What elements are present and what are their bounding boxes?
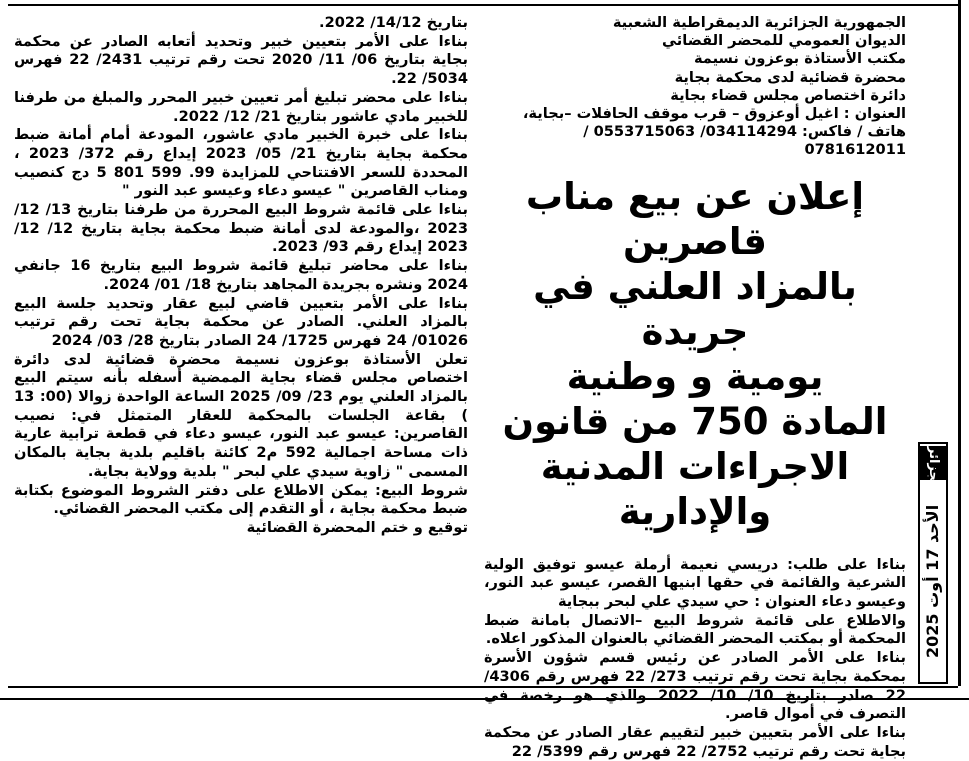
header-line: مكتب الأستاذة بوعزون نسيمة — [693, 50, 906, 68]
announcement-title — [484, 174, 906, 534]
right-paragraph: والاطلاع على قائمة شروط البيع –الاتصال بامانة ضبط المحكمة أو بمكتب المحضر القضائي بالعنوان المذكور اعلاه. — [484, 611, 906, 648]
right-paragraph: بناءا على الأمر بتعيين خبير لتقييم عقار الصادر عن محكمة بجاية تحت رقم ترتيب 2752/ 22 فهرس رقم 5399/ 22 — [484, 723, 906, 760]
header-line: الديوان العمومي للمحضر القضائي — [662, 32, 906, 50]
right-column — [484, 14, 906, 761]
header-line: العنوان : اغيل أوعزوق – قرب موقف الحافلات –بجاية، — [522, 105, 906, 123]
left-paragraph: شروط البيع: يمكن الاطلاع على دفتر الشروط الموضوع بكتابة ضبط محكمة بجاية ، أو التقدم إلى مكتب المحضر القضائي. — [14, 481, 468, 518]
office-header — [484, 14, 906, 160]
right-paragraph: بناءا على طلب: دريسي نعيمة أرملة عيسو توفيق الولية الشرعية والقائمة في حقها ابنيها القصر، عيسو عبد النور، وعيسو دعاء العنوان : حي سيدي علي لبحر ببجاية — [484, 555, 906, 611]
left-column — [14, 14, 468, 538]
issue-date: الأحد 17 أوت 2025 — [923, 504, 942, 658]
right-paragraph: بناءا على الأمر الصادر عن رئيس قسم شؤون الأسرة بمحكمة بجاية تحت رقم ترتيب 273/ 22 فهرس رقم 4306/ 22 صادر بتاريخ 10/ 10/ 2022 والذي هو رخصة في التصرف في أموال قاصر. — [484, 649, 906, 723]
left-paragraph: بناءا على قائمة شروط البيع المحررة من طرفنا بتاريخ 13/ 12/ 2023 ،والمودعة لدى أمانة ضبط محكمة بجاية بتاريخ 12/ 12/ 2023 إيداع رقم 93/ 2023. — [14, 201, 468, 256]
title-line: الاجراءات المدنية والإدارية — [540, 444, 850, 533]
left-paragraph: بتاريخ 14/12/ 2022. — [319, 14, 468, 31]
left-paragraph: بناءا على الأمر بتعيين قاضي لبيع عقار وتحديد جلسة البيع بالمزاد العلني. الصادر عن محكمة بجاية تحت رقم ترتيب 01026/ 24 فهرس 1725/ 24 الصادر بتاريخ 28/ 03/ 2024 — [14, 294, 468, 349]
header-line: الجمهورية الجزائرية الديمقراطية الشعبية — [612, 14, 906, 31]
left-paragraph: بناءا على محاضر تبليغ قائمة شروط البيع بتاريخ 16 جانفي 2024 ونشره بجريدة المجاهد بتاريخ 18/ 01/ 2024. — [14, 257, 469, 293]
left-paragraph: بناءا على الأمر بتعيين خبير وتحديد أتعابه الصادر عن محكمة بجاية بتاريخ 06/ 11/ 2020 تحت رقم ترتيب 2431/ 22 فهرس 5034/ 22. — [14, 32, 468, 88]
newspaper-sidebar — [918, 442, 948, 684]
left-paragraph: تعلن الأستاذة بوعزون نسيمة محضرة قضائية لدى دائرة اختصاص مجلس قضاء بجاية الممضية أسفله بأنه سيتم البيع بالمزاد العلني يوم 23/ 09/ 2025 الساعة الواحدة زوالا (00: 13 ) بقاعة الجلسات بالمحكمة للعقار المتمثل في: نصيب القاصرين: عيسو عبد النور، عيسو دعاء في قطعة ترابية عارية ذات مساحة اجمالية 592 م2 كائنة باقليم بلدية بجاية بالمكان المسمى " زاوية سيدي علي لبحر " بلدية وولاية بجاية. — [14, 350, 468, 480]
left-paragraph: بناءا على خبرة الخبير مادي عاشور، المودعة أمام أمانة ضبط محكمة بجاية بتاريخ 21/ 05/ 2023 إيداع رقم 372/ 2023 ، المحددة للسعر الافتتاحي للمزايدة 99. 599 801 5 دج كنصيب ومناب القاصرين " عيسو دعاء وعيسو عبد النور " — [14, 126, 468, 200]
header-line: محضرة قضائية لدى محكمة بجاية — [674, 68, 906, 86]
right-vertical-rule — [958, 0, 961, 686]
title-line: المادة 750 من قانون — [502, 399, 888, 443]
header-line: 0781612011 — [804, 141, 906, 159]
title-line: يومية و وطنية — [566, 354, 824, 398]
signature-line: توقيع و ختم المحضرة القضائية — [246, 518, 468, 536]
right-body — [484, 556, 906, 761]
title-line: بالمزاد العلني في جريدة — [533, 264, 857, 353]
left-paragraph: بناءا على محضر تبليغ أمر تعيين خبير المحرر والمبلغ من طرفنا للخبير مادي عاشور بتاريخ 21/ 12/ 2022. — [14, 88, 468, 125]
header-line: هاتف / فاكس: 034114294/ 0553715063 / — [583, 123, 906, 141]
newspaper-name: الجزائر — [920, 446, 946, 480]
title-line: إعلان عن بيع مناب قاصرين — [525, 174, 865, 263]
header-line: دائرة اختصاص مجلس قضاء بجاية — [670, 86, 906, 104]
